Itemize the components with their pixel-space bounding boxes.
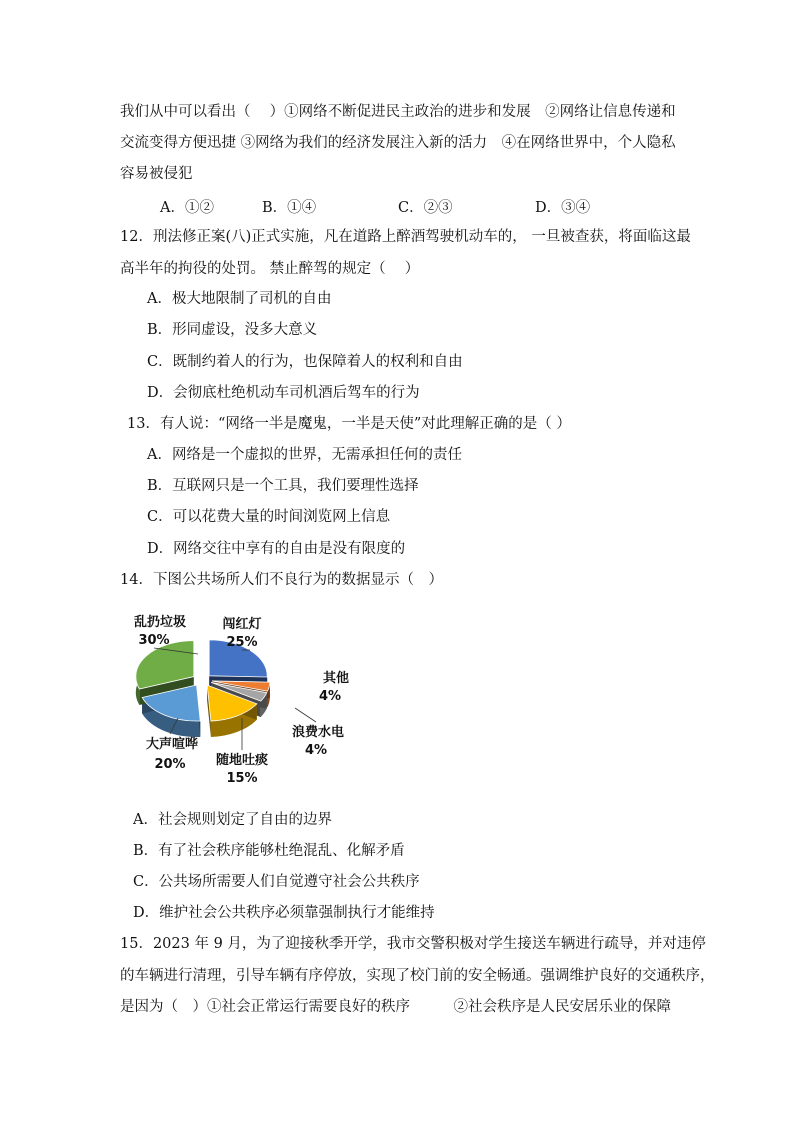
q13-option-c[interactable]: C．可以花费大量的时间浏览网上信息 (147, 509, 391, 525)
pie-slice-value: 20% (154, 757, 186, 772)
pie-leader-line (295, 708, 316, 722)
q12-option-b[interactable]: B．形同虚设，没多大意义 (147, 322, 318, 338)
q11-option-d[interactable]: D．③④ (535, 200, 591, 216)
q11-stem-line2: 交流变得方便迅捷 ③网络为我们的经济发展注入新的活力 ④在网络世界中，个人隐私 (120, 135, 676, 151)
pie-slice-label: 乱扔垃圾 (133, 615, 187, 630)
q13-option-a[interactable]: A．网络是一个虚拟的世界，无需承担任何的责任 (147, 447, 462, 463)
pie-slice-value: 15% (226, 771, 258, 786)
q12-option-a[interactable]: A．极大地限制了司机的自由 (147, 291, 332, 307)
q12-stem-line1: 12．刑法修正案(八)正式实施，凡在道路上醉酒驾驶机动车的， 一旦被查获，将面临这最 (120, 229, 691, 245)
q15-stem-line2: 的车辆进行清理，引导车辆有序停放，实现了校门前的安全畅通。强调维护良好的交通秩序， (120, 968, 715, 984)
q11-options (0, 196, 794, 216)
q12-option-d[interactable]: D．会彻底杜绝机动车司机酒后驾车的行为 (147, 385, 420, 401)
q11-stem-line1: 我们从中可以看出（ ）①网络不断促进民主政治的进步和发展 ②网络让信息传递和 (120, 104, 676, 120)
pie-slice-value: 4% (304, 743, 328, 758)
q14-option-d[interactable]: D．维护社会公共秩序必须靠强制执行才能维持 (133, 905, 435, 921)
q13-option-b[interactable]: B．互联网只是一个工具，我们要理性选择 (147, 478, 419, 494)
q14-option-b[interactable]: B．有了社会秩序能够杜绝混乱、化解矛盾 (133, 843, 405, 859)
pie-slice-value: 30% (138, 633, 170, 648)
q13-stem: 13．有人说：“网络一半是魔鬼，一半是天使”对此理解正确的是（ ） (127, 416, 571, 432)
pie-slice-label: 大声喧哗 (145, 737, 199, 752)
pie-slice-label: 随地吐痰 (215, 753, 269, 768)
q12-option-c[interactable]: C．既制约着人的行为，也保障着人的权利和自由 (147, 354, 463, 370)
q14-option-c[interactable]: C．公共场所需要人们自觉遵守社会公共秩序 (133, 874, 420, 890)
pie-chart (120, 598, 370, 788)
pie-slice-value: 4% (318, 689, 342, 704)
q14-stem: 14．下图公共场所人们不良行为的数据显示（ ） (120, 572, 443, 588)
q11-option-a[interactable]: A．①② (160, 200, 214, 216)
q15-stem-line1: 15．2023 年 9 月，为了迎接秋季开学，我市交警积极对学生接送车辆进行疏导，并对违停 (120, 936, 706, 952)
q12-stem-line2: 高半年的拘役的处罚。 禁止醉驾的规定（ ） (120, 261, 420, 277)
q11-option-b[interactable]: B．①④ (262, 200, 317, 216)
q14-option-a[interactable]: A．社会规则划定了自由的边界 (133, 812, 332, 828)
pie-slice-label: 浪费水电 (291, 725, 345, 740)
q11-stem-line3: 容易被侵犯 (120, 166, 193, 182)
q13-option-d[interactable]: D．网络交往中享有的自由是没有限度的 (147, 541, 406, 557)
pie-slice-value: 25% (226, 635, 258, 650)
q15-stem-line3: 是因为（ ）①社会正常运行需要良好的秩序 ②社会秩序是人民安居乐业的保障 (120, 999, 671, 1015)
pie-slice-label: 闯红灯 (222, 617, 262, 632)
pie-slice-label: 其他 (322, 671, 350, 686)
q11-option-c[interactable]: C．②③ (398, 200, 453, 216)
